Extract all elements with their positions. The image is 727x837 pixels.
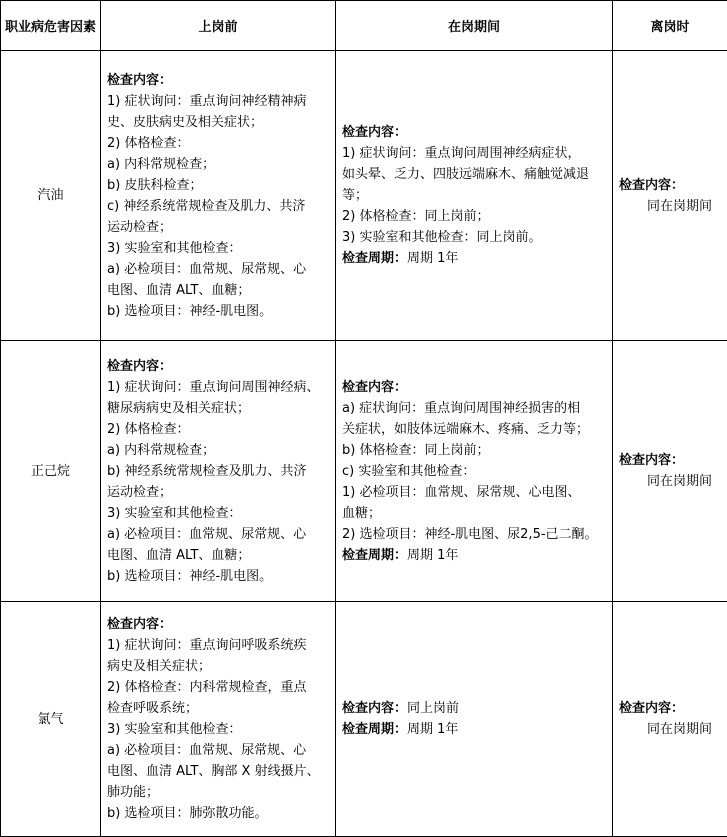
section-label: 检查内容： [619, 701, 685, 716]
content-line: 3) 实验室和其他检查： [107, 722, 242, 737]
content-line: 肺功能； [107, 785, 160, 800]
period-value: 周期 1年 [407, 251, 459, 266]
content-line: b) 选检项目：神经-肌电图。 [107, 568, 273, 584]
exit-value: 同在岗期间 [647, 198, 713, 214]
content-line: 3) 实验室和其他检查： [107, 505, 242, 521]
during-employment-cell [336, 341, 613, 602]
content-line: 运动检查； [107, 219, 173, 235]
header-row [1, 1, 727, 51]
content-line: a) 内科常规检查； [107, 442, 216, 458]
section-label: 检查内容： [107, 358, 173, 374]
content-line: 3) 实验室和其他检查：同上岗前。 [342, 230, 542, 245]
content-line: 检查呼吸系统； [107, 701, 199, 716]
content-line: 关症状，如肢体远端麻木、疼痛、乏力等； [342, 421, 590, 437]
content-line: 1) 症状询问：重点询问周围神经病症状， [342, 146, 581, 161]
exit-value: 同在岗期间 [647, 722, 713, 737]
content-value: 同上岗前 [407, 701, 460, 716]
hazard-cell: 正己烷 [1, 341, 101, 602]
period-label: 检查周期： [342, 722, 408, 737]
content-line: 电图、血清 ALT、血糖； [107, 282, 251, 298]
period-line [342, 248, 606, 269]
content-line: 血糖； [342, 505, 382, 521]
content-line: b) 神经系统常规检查及肌力、共济 [107, 463, 307, 479]
content-line: a) 必检项目：血常规、尿常规、心 [107, 743, 307, 758]
content-line: 病史及相关症状； [107, 659, 212, 674]
content-line: c) 实验室和其他检查： [342, 463, 476, 479]
header-exit: 离岗时 [613, 1, 727, 51]
section-label: 检查内容： [342, 379, 408, 395]
hazard-cell: 汽油 [1, 51, 101, 341]
pre-employment-cell [101, 51, 336, 341]
content-line: a) 症状询问：重点询问周围神经损害的相 [342, 400, 581, 416]
content-line: 2) 体格检查： [107, 421, 190, 437]
content-line: 运动检查； [107, 484, 173, 500]
header-during-employment: 在岗期间 [336, 1, 613, 51]
table-row [1, 51, 727, 341]
content-line: 2) 选检项目：神经-肌电图、尿2,5-己二酮。 [342, 526, 598, 542]
period-line [342, 719, 606, 740]
hazard-cell: 氯气 [1, 602, 101, 837]
during-employment-cell [336, 602, 613, 837]
period-value: 周期 1年 [407, 722, 459, 737]
content-line: b) 体格检查：同上岗前； [342, 442, 490, 458]
content-line: a) 必检项目：血常规、尿常规、心 [107, 261, 307, 277]
header-hazard: 职业病危害因素 [1, 1, 101, 51]
exit-cell [613, 602, 727, 837]
section-label: 检查内容： [619, 453, 685, 468]
table-row [1, 341, 727, 602]
section-label: 检查内容： [107, 617, 173, 632]
section-label: 检查内容： [342, 125, 408, 140]
period-label: 检查周期： [342, 251, 408, 266]
content-line: 2) 体格检查：内科常规检查，重点 [107, 680, 307, 695]
content-line: 电图、血清 ALT、血糖； [107, 547, 251, 563]
content-line: 1) 必检项目：血常规、尿常规、心电图、 [342, 484, 581, 500]
content-line: c) 神经系统常规检查及肌力、共济 [107, 198, 306, 214]
content-line: b) 皮肤科检查； [107, 177, 203, 193]
period-value: 周期 1年 [407, 547, 459, 563]
content-line: b) 选检项目：神经-肌电图。 [107, 303, 273, 319]
header-pre-employment: 上岗前 [101, 1, 336, 51]
period-line [342, 545, 606, 566]
exit-cell [613, 51, 727, 341]
content-line: a) 内科常规检查； [107, 156, 216, 172]
content-line: 电图、血清 ALT、胸部 X 射线摄片、 [107, 764, 320, 779]
pre-employment-cell [101, 602, 336, 837]
content-line: a) 必检项目：血常规、尿常规、心 [107, 526, 307, 542]
content-line: b) 选检项目：肺弥散功能。 [107, 806, 268, 821]
content-line: 糖尿病病史及相关症状； [107, 400, 251, 416]
content-line: 1) 症状询问：重点询问呼吸系统疾 [107, 638, 307, 653]
section-label: 检查内容： [342, 701, 408, 716]
table-row [1, 602, 727, 837]
content-line: 3) 实验室和其他检查： [107, 240, 242, 256]
period-label: 检查周期： [342, 547, 408, 563]
content-line: 如头晕、乏力、四肢远端麻木、痛触觉减退 [342, 167, 590, 182]
content-line: 1) 症状询问：重点询问神经精神病 [107, 93, 307, 109]
content-line: 史、皮肤病史及相关症状； [107, 114, 264, 130]
pre-employment-cell [101, 341, 336, 602]
during-employment-cell [336, 51, 613, 341]
exit-value: 同在岗期间 [647, 474, 713, 489]
content-line [342, 698, 606, 719]
section-label: 检查内容： [619, 177, 685, 193]
section-label: 检查内容： [107, 72, 173, 88]
content-line: 2) 体格检查：同上岗前； [342, 209, 490, 224]
content-line: 2) 体格检查： [107, 135, 190, 151]
exit-cell [613, 341, 727, 602]
content-line: 等； [342, 188, 369, 203]
content-line: 1) 症状询问：重点询问周围神经病、 [107, 379, 320, 395]
